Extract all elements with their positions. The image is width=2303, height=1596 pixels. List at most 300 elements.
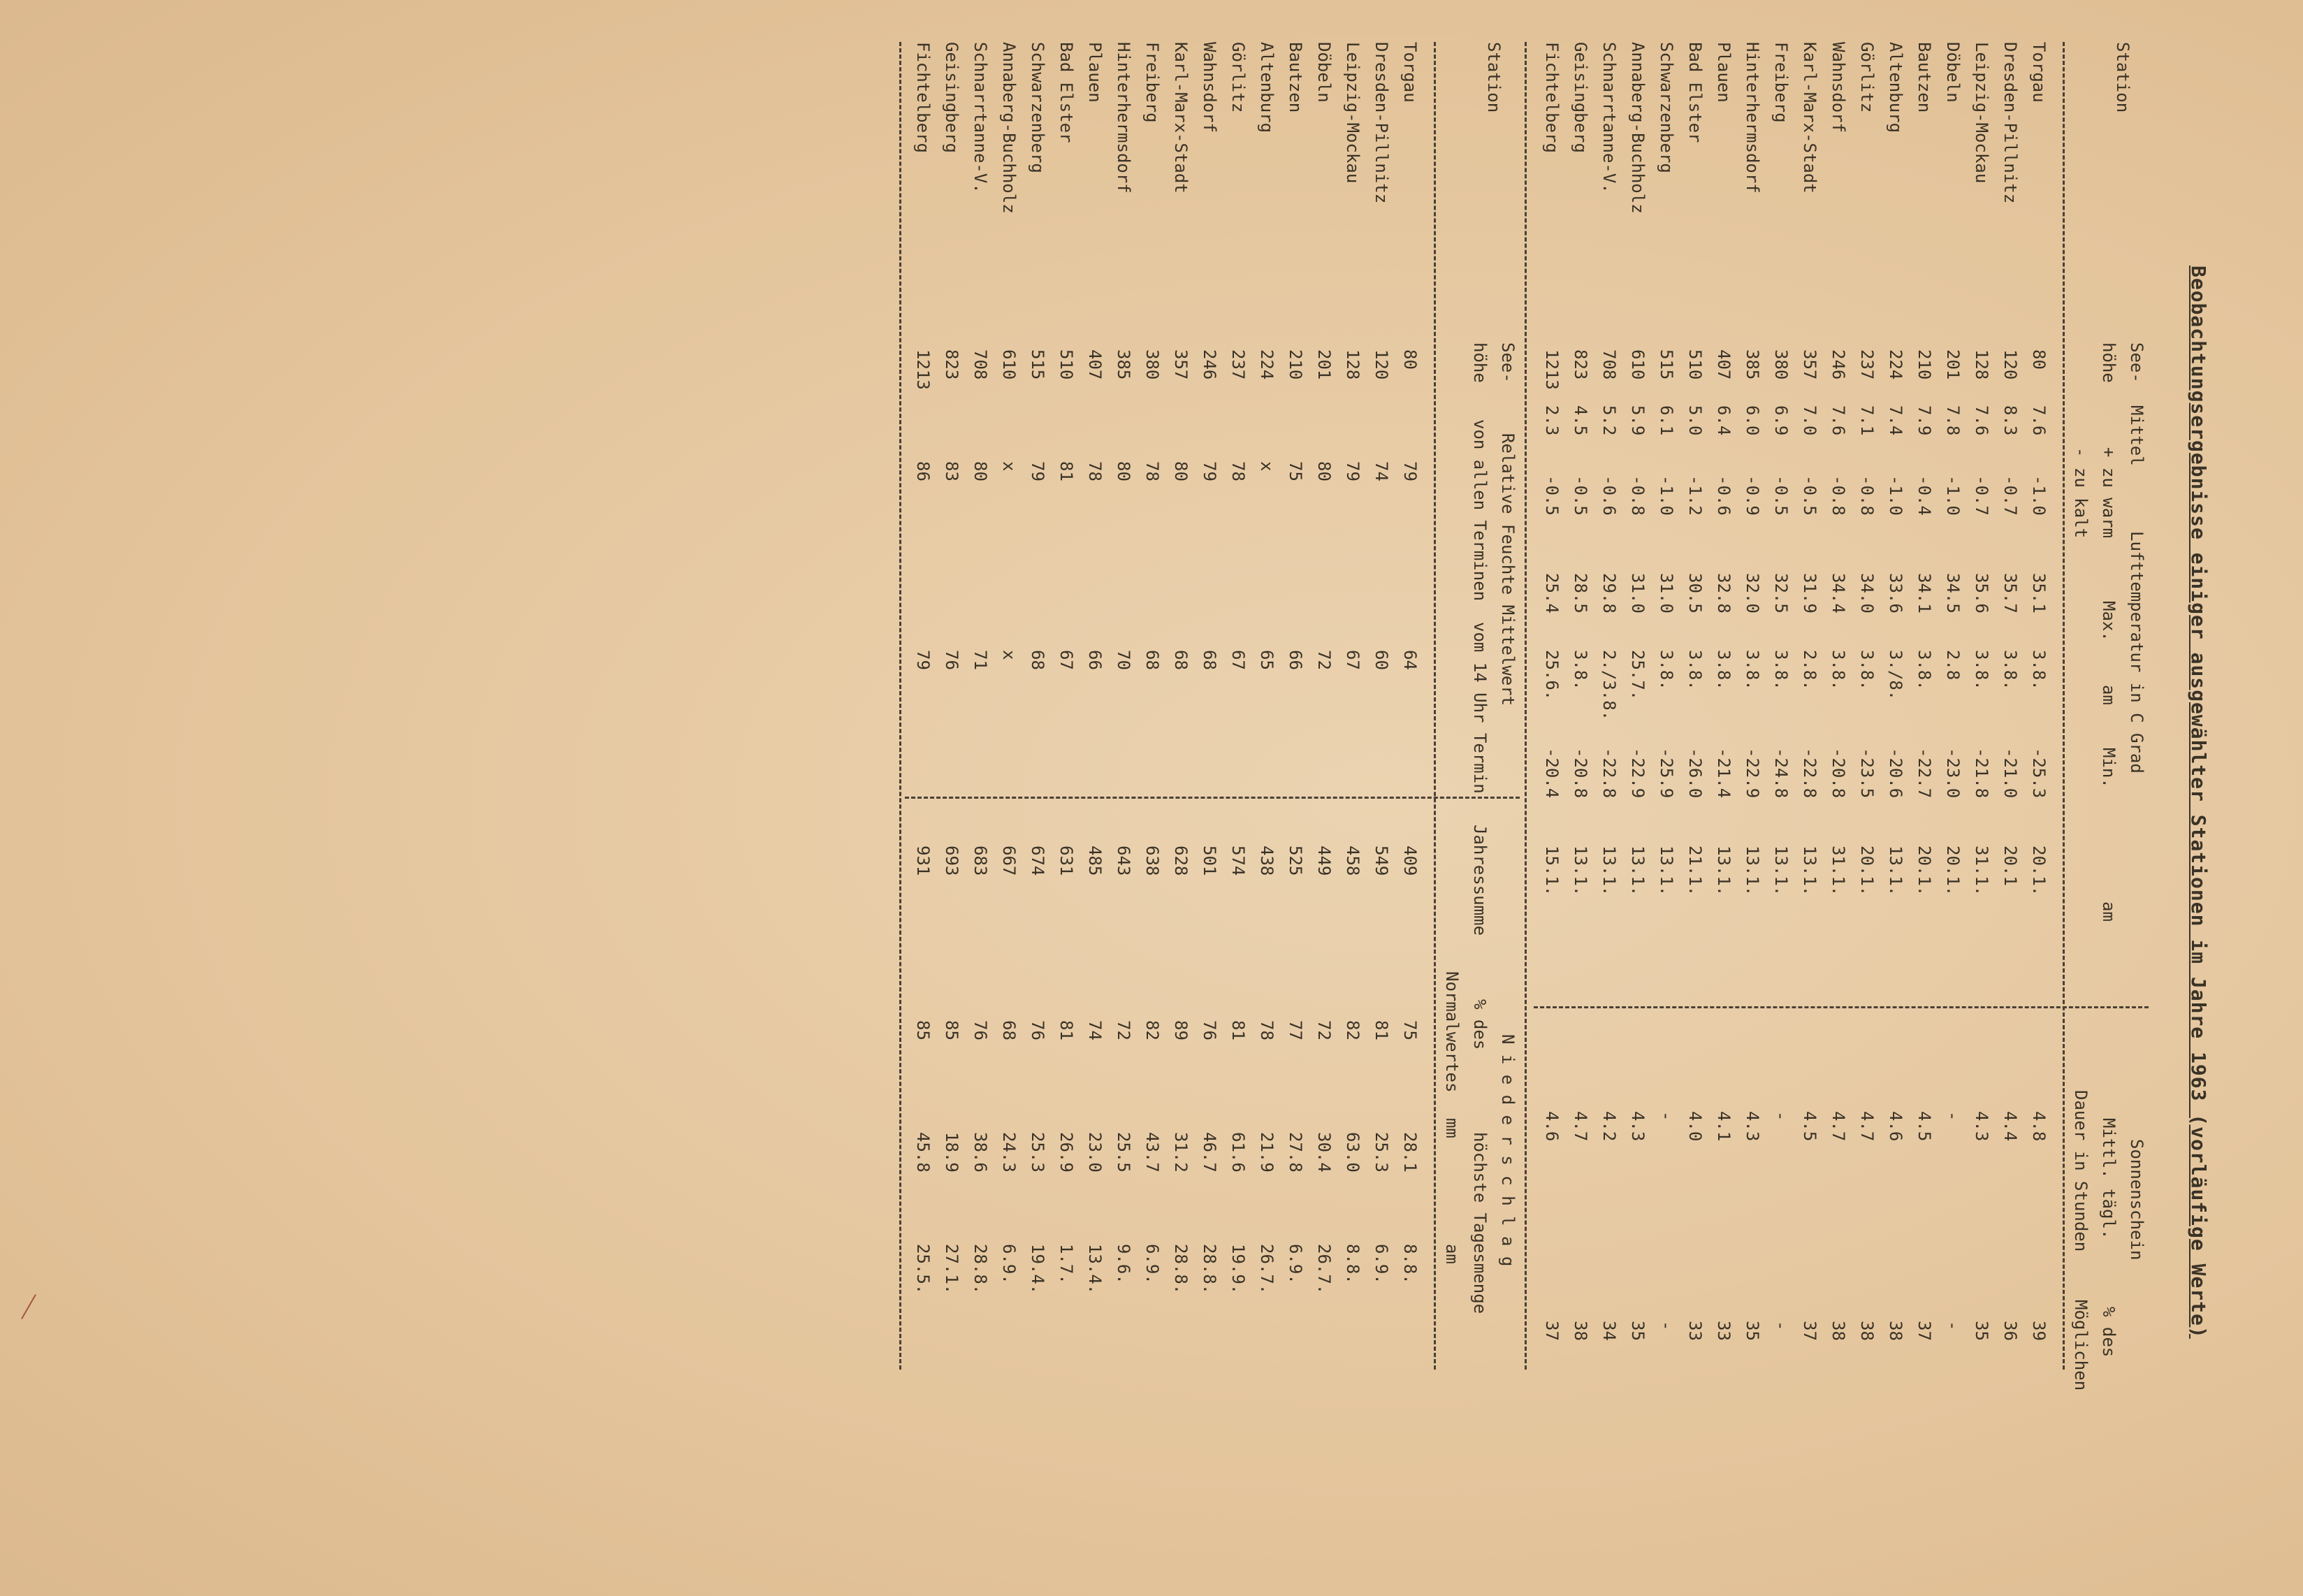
table-cell: 20.1. (1915, 846, 1934, 897)
table-cell: Fichtelberg (913, 42, 933, 153)
table-cell: 85 (913, 1020, 933, 1040)
table-cell: Hinterhermsdorf (1743, 42, 1762, 194)
table-cell: 6.9. (1286, 1244, 1305, 1284)
table-cell: 78 (1257, 1020, 1277, 1040)
table-cell: 81 (1228, 1020, 1248, 1040)
table-cell: Bad Elster (1685, 42, 1705, 143)
table-cell: 385 (1743, 349, 1762, 380)
table-cell: 71 (971, 650, 990, 670)
t2-header-jahres: Jahressumme (1470, 825, 1490, 936)
table-cell: 76 (1028, 1020, 1047, 1040)
table-cell: 13.1. (1771, 846, 1791, 897)
table-cell: 34.5 (1943, 573, 1963, 614)
table-cell: 4.3 (1743, 1111, 1762, 1142)
table-cell: 80 (1314, 461, 1334, 481)
t1-header-mittel-3: - zu kalt (2071, 447, 2091, 539)
table-cell: 34.1 (1915, 573, 1934, 614)
table-cell: 4.6 (1886, 1111, 1905, 1142)
t2-header-hoechste: höchste Tagesmenge (1470, 1132, 1490, 1314)
t2-header-rule (1434, 42, 1436, 1370)
table-cell: 4.1 (1714, 1111, 1734, 1142)
table-cell: Dresden-Pillnitz (1372, 42, 1391, 204)
table-cell: 25.3 (1028, 1132, 1047, 1173)
table-cell: 77 (1286, 1020, 1305, 1040)
table-cell: Geisingberg (1571, 42, 1590, 153)
table-cell: 7.1 (1857, 405, 1877, 436)
table-cell: 38 (1571, 1321, 1590, 1341)
table-cell: 13.1. (1714, 846, 1734, 897)
table-cell: Bautzen (1286, 42, 1305, 113)
table-cell: 68 (1028, 650, 1047, 670)
table-cell: 409 (1400, 846, 1420, 876)
table-cell: 38 (1857, 1321, 1877, 1341)
table-cell: Leipzig-Mockau (1343, 42, 1363, 184)
table-cell: Hinterhermsdorf (1114, 42, 1133, 194)
table-cell: 6.4 (1714, 405, 1734, 436)
table-cell: 38 (1886, 1321, 1905, 1341)
table-cell: Schwarzenberg (1657, 42, 1676, 173)
t2-header-station: Station (1484, 42, 1504, 113)
table-cell: 25.6. (1542, 650, 1562, 701)
table-cell: 3.8. (1857, 650, 1877, 690)
table-cell: 2.3 (1542, 405, 1562, 436)
table-cell: 26.7. (1257, 1244, 1277, 1295)
table-cell: - (1657, 1321, 1676, 1331)
table-cell: 27.8 (1286, 1132, 1305, 1173)
table-cell: x (999, 650, 1019, 660)
t2-bottom-rule (899, 42, 901, 1370)
table-cell: 25.4 (1542, 573, 1562, 614)
table-cell: 667 (999, 846, 1019, 876)
table-cell: 638 (1142, 846, 1162, 876)
table-cell: 4.5 (1800, 1111, 1819, 1142)
table-cell: 20.1. (1943, 846, 1963, 897)
table-cell: 13.1. (1571, 846, 1590, 897)
table-cell: 210 (1286, 349, 1305, 380)
table-cell: 708 (1599, 349, 1619, 380)
table-cell: 510 (1685, 349, 1705, 380)
table-cell: 515 (1028, 349, 1047, 380)
table-cell: 81 (1372, 1020, 1391, 1040)
table-cell: -1.0 (1943, 475, 1963, 516)
table-cell: 7.6 (2029, 405, 2049, 436)
table-cell: 7.4 (1886, 405, 1905, 436)
table-cell: 46.7 (1200, 1132, 1219, 1173)
table-cell: 67 (1228, 650, 1248, 670)
table-cell: 4.7 (1829, 1111, 1848, 1142)
table-cell: 80 (1171, 461, 1191, 481)
table-cell: 3.8. (1714, 650, 1734, 690)
table-cell: 35 (1972, 1321, 1991, 1341)
table-cell: 1213 (1542, 349, 1562, 390)
table-cell: -20.6 (1886, 748, 1905, 799)
table-cell: 29.8 (1599, 573, 1619, 614)
t1-header-am2: am (2099, 901, 2119, 922)
table-cell: 246 (1200, 349, 1219, 380)
table-cell: Annaberg-Buchholz (999, 42, 1019, 214)
t2-header-seehoehe-1: See- (1498, 342, 1518, 383)
table-cell: 20.1. (2029, 846, 2049, 897)
table-cell: Karl-Marx-Stadt (1171, 42, 1191, 194)
table-cell: 33 (1685, 1321, 1705, 1341)
table-cell: 60 (1372, 650, 1391, 670)
table-cell: 34 (1599, 1321, 1619, 1341)
table-cell: 76 (971, 1020, 990, 1040)
table-cell: 3.8. (1972, 650, 1991, 690)
table-cell: 201 (1314, 349, 1334, 380)
table-cell: 4.6 (1542, 1111, 1562, 1142)
table-cell: 78 (1085, 461, 1105, 481)
table-cell: - (1943, 1111, 1963, 1122)
table-cell: Torgau (2029, 42, 2049, 103)
table-cell: 6.9. (1142, 1244, 1162, 1284)
table-cell: 2./3.8. (1599, 650, 1619, 721)
table-cell: 45.8 (913, 1132, 933, 1173)
t1-header-seehoehe-1: See- (2127, 342, 2146, 383)
table-cell: 81 (1056, 1020, 1076, 1040)
table-cell: 407 (1714, 349, 1734, 380)
table-cell: 86 (913, 461, 933, 481)
table-cell: -0.9 (1743, 475, 1762, 516)
table-cell: 237 (1857, 349, 1877, 380)
table-cell: - (1943, 1321, 1963, 1331)
table-cell: 68 (999, 1020, 1019, 1040)
table-cell: -23.0 (1943, 748, 1963, 799)
t2-header-nieder: N i e d e r s c h l a g (1498, 1034, 1518, 1267)
table-cell: 13.1. (1599, 846, 1619, 897)
table-cell: -0.7 (1972, 475, 1991, 516)
t2-header-feuchte: Relative Feuchte Mittelwert (1498, 433, 1518, 706)
table-cell: 380 (1771, 349, 1791, 380)
table-cell: 83 (942, 461, 961, 481)
table-cell: 72 (1114, 1020, 1133, 1040)
table-cell: 8.3 (2000, 405, 2020, 436)
table-cell: -0.7 (2000, 475, 2020, 516)
table-cell: 823 (942, 349, 961, 380)
table-cell: 4.5 (1571, 405, 1590, 436)
table-cell: 246 (1829, 349, 1848, 380)
document-title: Beobachtungsergebnisse einiger ausgewählter Stationen im Jahre 1963 (vorläufige Werte) (2187, 266, 2210, 1339)
t1-header-max: Max. (2099, 601, 2119, 641)
table-cell: 24.3 (999, 1132, 1019, 1173)
table-cell: 4.8 (2029, 1111, 2049, 1142)
table-cell: 81 (1056, 461, 1076, 481)
table-cell: Schnarrtanne-V. (971, 42, 990, 194)
table-cell: 357 (1800, 349, 1819, 380)
table-cell: Annaberg-Buchholz (1628, 42, 1648, 214)
table-cell: -25.9 (1657, 748, 1676, 799)
table-cell: -22.9 (1628, 748, 1648, 799)
table-cell: 4.7 (1857, 1111, 1877, 1142)
table-cell: 380 (1142, 349, 1162, 380)
table-cell: 438 (1257, 846, 1277, 876)
table-cell: 1213 (913, 349, 933, 390)
table-cell: 43.7 (1142, 1132, 1162, 1173)
table-cell: 33 (1714, 1321, 1734, 1341)
table-cell: 18.9 (942, 1132, 961, 1173)
table-cell: 449 (1314, 846, 1334, 876)
table-cell: 32.5 (1771, 573, 1791, 614)
table-cell: 35.6 (1972, 573, 1991, 614)
table-cell: 31.2 (1171, 1132, 1191, 1173)
table-cell: 39 (2029, 1321, 2049, 1341)
table-cell: 4.3 (1628, 1111, 1648, 1142)
table-cell: -1.0 (1657, 475, 1676, 516)
table-cell: 85 (942, 1020, 961, 1040)
t2-header-mm: mm (1442, 1118, 1462, 1138)
table-cell: 407 (1085, 349, 1105, 380)
t2-header-normal: Normalwertes (1442, 971, 1462, 1093)
table-cell: Altenburg (1257, 42, 1277, 133)
table-cell: 510 (1056, 349, 1076, 380)
table-cell: 628 (1171, 846, 1191, 876)
table-cell: 61.6 (1228, 1132, 1248, 1173)
table-cell: Wahnsdorf (1200, 42, 1219, 133)
table-cell: 3.8. (1915, 650, 1934, 690)
table-cell: 683 (971, 846, 990, 876)
table-cell: -0.6 (1714, 475, 1734, 516)
table-cell: 3.8. (2029, 650, 2049, 690)
table-cell: 3.8. (1743, 650, 1762, 690)
table-cell: 549 (1372, 846, 1391, 876)
table-cell: 224 (1257, 349, 1277, 380)
table-cell: 35.1 (2029, 573, 2049, 614)
table-cell: 21.9 (1257, 1132, 1277, 1173)
table-cell: - (1771, 1111, 1791, 1122)
table-cell: 4.4 (2000, 1111, 2020, 1142)
table-cell: 19.4. (1028, 1244, 1047, 1295)
t1-header-mittl: Mittl. tägl. (2099, 1118, 2119, 1240)
table-cell: 13.4. (1085, 1244, 1105, 1295)
table-cell: 80 (1114, 461, 1133, 481)
table-cell: 6.1 (1657, 405, 1676, 436)
table-cell: 4.0 (1685, 1111, 1705, 1142)
table-cell: 28.1 (1400, 1132, 1420, 1173)
table-cell: 37 (1915, 1321, 1934, 1341)
table-cell: 13.1. (1657, 846, 1676, 897)
table-cell: 1.7. (1056, 1244, 1076, 1284)
table-cell: 7.6 (1972, 405, 1991, 436)
table-cell: 70 (1114, 650, 1133, 670)
table-cell: 82 (1343, 1020, 1363, 1040)
table-cell: Torgau (1400, 42, 1420, 103)
table-cell: 66 (1085, 650, 1105, 670)
table-cell: 36 (2000, 1321, 2020, 1341)
table-cell: 8.8. (1343, 1244, 1363, 1284)
table-cell: -0.4 (1915, 475, 1934, 516)
table-cell: -0.8 (1628, 475, 1648, 516)
table-cell: 674 (1028, 846, 1047, 876)
table-cell: 4.2 (1599, 1111, 1619, 1142)
table-cell: 458 (1343, 846, 1363, 876)
table-cell: 6.9 (1771, 405, 1791, 436)
table-cell: - (1657, 1111, 1676, 1122)
table-cell: 7.6 (1829, 405, 1848, 436)
table-cell: 74 (1372, 461, 1391, 481)
table-cell: 610 (999, 349, 1019, 380)
table-cell: 237 (1228, 349, 1248, 380)
table-cell: 931 (913, 846, 933, 876)
table-cell: Fichtelberg (1542, 42, 1562, 153)
table-cell: -1.0 (1886, 475, 1905, 516)
table-cell: 3.8. (1571, 650, 1590, 690)
table-cell: 25.3 (1372, 1132, 1391, 1173)
table-cell: 25.5. (913, 1244, 933, 1295)
table-cell: Altenburg (1886, 42, 1905, 133)
table-cell: 7.8 (1943, 405, 1963, 436)
t2-header-pct: % des (1470, 999, 1490, 1050)
t2-vertical-rule (905, 797, 1520, 799)
table-cell: 31.0 (1628, 573, 1648, 614)
table-cell: 631 (1056, 846, 1076, 876)
table-cell: 30.5 (1685, 573, 1705, 614)
table-cell: -1.2 (1685, 475, 1705, 516)
table-cell: 79 (1400, 461, 1420, 481)
table-cell: 4.5 (1915, 1111, 1934, 1142)
table-cell: 525 (1286, 846, 1305, 876)
table-cell: 5.2 (1599, 405, 1619, 436)
t1-header-mittel-2: + zu warm (2099, 447, 2119, 539)
table-cell: Freiberg (1142, 42, 1162, 123)
table-cell: Karl-Marx-Stadt (1800, 42, 1819, 194)
table-cell: 224 (1886, 349, 1905, 380)
table-cell: 610 (1628, 349, 1648, 380)
table-cell: 31.1. (1972, 846, 1991, 897)
table-cell: 7.0 (1800, 405, 1819, 436)
t1-header-rule (2063, 42, 2065, 1370)
table-cell: x (1257, 461, 1277, 472)
table-cell: 38.6 (971, 1132, 990, 1173)
table-cell: -21.8 (1972, 748, 1991, 799)
t2-header-seehoehe-2: höhe (1470, 342, 1490, 383)
table-cell: 34.4 (1829, 573, 1848, 614)
table-cell: 32.8 (1714, 573, 1734, 614)
table-cell: 28.8. (1171, 1244, 1191, 1295)
t1-header-min: Min. (2099, 748, 2119, 788)
table-cell: 7.9 (1915, 405, 1934, 436)
table-cell: Geisingberg (942, 42, 961, 153)
table-cell: 3.8. (2000, 650, 2020, 690)
t2-header-am: am (1442, 1244, 1462, 1264)
table-cell: 6.0 (1743, 405, 1762, 436)
table-cell: 6.9. (1372, 1244, 1391, 1284)
table-cell: -1.0 (2029, 475, 2049, 516)
table-cell: -0.5 (1542, 475, 1562, 516)
table-cell: -21.0 (2000, 748, 2020, 799)
table-cell: 13.1. (1743, 846, 1762, 897)
table-cell: 20.1 (2000, 846, 2020, 886)
table-cell: 67 (1343, 650, 1363, 670)
t1-header-pct-1: % des (2099, 1307, 2119, 1358)
table-cell: 79 (1028, 461, 1047, 481)
table-cell: Bad Elster (1056, 42, 1076, 143)
table-cell: 515 (1657, 349, 1676, 380)
table-cell: 13.1. (1628, 846, 1648, 897)
table-cell: 3./8. (1886, 650, 1905, 701)
table-cell: 20.1. (1857, 846, 1877, 897)
table-cell: 64 (1400, 650, 1420, 670)
table-cell: -0.5 (1800, 475, 1819, 516)
table-cell: 76 (1200, 1020, 1219, 1040)
table-cell: 501 (1200, 846, 1219, 876)
t1-header-dauer: Dauer in Stunden (2071, 1090, 2091, 1252)
t1-header-station: Station (2113, 42, 2133, 113)
table-cell: Plauen (1714, 42, 1734, 103)
table-cell: 120 (2000, 349, 2020, 380)
table-cell: 35.7 (2000, 573, 2020, 614)
table-cell: 128 (1972, 349, 1991, 380)
table-cell: 34.0 (1857, 573, 1877, 614)
table-cell: 708 (971, 349, 990, 380)
table-cell: -22.9 (1743, 748, 1762, 799)
table-cell: 25.5 (1114, 1132, 1133, 1173)
table-cell: 80 (1400, 349, 1420, 370)
table-cell: 33.6 (1886, 573, 1905, 614)
table-cell: Dresden-Pillnitz (2000, 42, 2020, 204)
table-cell: 67 (1056, 650, 1076, 670)
table-cell: 2.8. (1800, 650, 1819, 690)
table-cell: 79 (1343, 461, 1363, 481)
table-cell: -23.5 (1857, 748, 1877, 799)
table-cell: 485 (1085, 846, 1105, 876)
table-cell: -24.8 (1771, 748, 1791, 799)
table-cell: 13.1. (1800, 846, 1819, 897)
table-cell: 31.1. (1829, 846, 1848, 897)
table-cell: -0.5 (1771, 475, 1791, 516)
table-cell: 63.0 (1343, 1132, 1363, 1173)
table-cell: 80 (2029, 349, 2049, 370)
table-cell: 693 (942, 846, 961, 876)
table-cell: 6.9. (999, 1244, 1019, 1284)
table-cell: 15.1. (1542, 846, 1562, 897)
table-cell: 75 (1286, 461, 1305, 481)
table-cell: 72 (1314, 1020, 1334, 1040)
table-cell: 13.1. (1886, 846, 1905, 897)
table-cell: 68 (1171, 650, 1191, 670)
table-cell: 65 (1257, 650, 1277, 670)
table-cell: Schnarrtanne-V. (1599, 42, 1619, 194)
table-cell: 128 (1343, 349, 1363, 380)
table-cell: -0.8 (1829, 475, 1848, 516)
table-cell: Görlitz (1857, 42, 1877, 113)
table-cell: 76 (942, 650, 961, 670)
table-cell: -22.8 (1599, 748, 1619, 799)
table-cell: 89 (1171, 1020, 1191, 1040)
table-cell: -22.8 (1800, 748, 1819, 799)
table-cell: -21.4 (1714, 748, 1734, 799)
table-cell: 74 (1085, 1020, 1105, 1040)
table-cell: 75 (1400, 1020, 1420, 1040)
table-cell: 574 (1228, 846, 1248, 876)
table-cell: 28.8. (1200, 1244, 1219, 1295)
table-cell: Leipzig-Mockau (1972, 42, 1991, 184)
table-cell: 78 (1228, 461, 1248, 481)
table-cell: 80 (971, 461, 990, 481)
document-sheet (489, 42, 2303, 1509)
table-cell: 27.1. (942, 1244, 961, 1295)
table-cell: 823 (1571, 349, 1590, 380)
table-cell: -25.3 (2029, 748, 2049, 799)
table-cell: 35 (1628, 1321, 1648, 1341)
table-cell: 4.7 (1571, 1111, 1590, 1142)
table-cell: 210 (1915, 349, 1934, 380)
table-cell: -20.8 (1571, 748, 1590, 799)
table-cell: 357 (1171, 349, 1191, 380)
table-cell: 120 (1372, 349, 1391, 380)
table-cell: 32.0 (1743, 573, 1762, 614)
table-cell: 66 (1286, 650, 1305, 670)
table-cell: 78 (1142, 461, 1162, 481)
